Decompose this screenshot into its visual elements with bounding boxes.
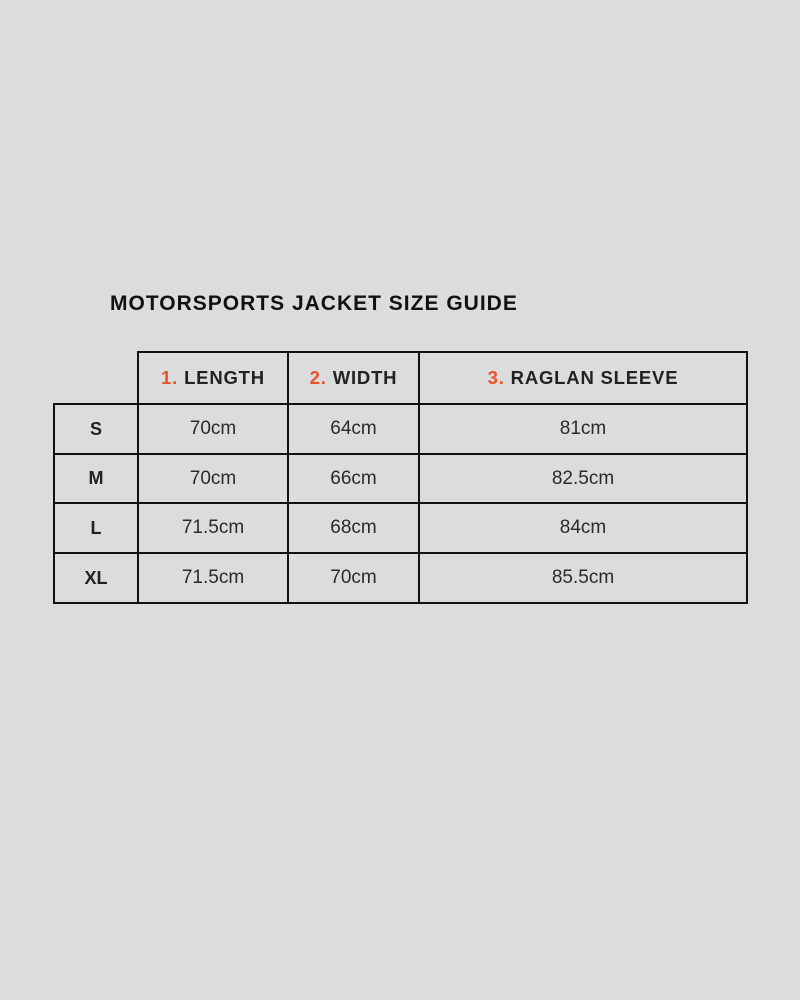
length-value: 71.5cm	[137, 502, 289, 554]
header-label: WIDTH	[332, 367, 398, 388]
header-number: 3.	[487, 367, 505, 388]
length-value: 70cm	[137, 453, 289, 504]
sleeve-value: 81cm	[418, 403, 748, 455]
sleeve-value: 82.5cm	[418, 453, 748, 504]
width-value: 66cm	[287, 453, 420, 504]
length-value: 71.5cm	[137, 552, 289, 604]
length-value: 70cm	[137, 403, 289, 455]
size-label: S	[53, 403, 139, 455]
sleeve-value: 84cm	[418, 502, 748, 554]
width-value: 68cm	[287, 502, 420, 554]
header-raglan-sleeve	[418, 351, 748, 405]
header-number: 2.	[309, 367, 327, 388]
size-label: L	[53, 502, 139, 554]
header-label: LENGTH	[184, 367, 265, 388]
header-width	[287, 351, 420, 405]
header-label: RAGLAN SLEEVE	[510, 367, 679, 388]
size-label: M	[53, 453, 139, 504]
width-value: 70cm	[287, 552, 420, 604]
header-number: 1.	[161, 367, 179, 388]
header-length	[137, 351, 289, 405]
width-value: 64cm	[287, 403, 420, 455]
size-label: XL	[53, 552, 139, 604]
sleeve-value: 85.5cm	[418, 552, 748, 604]
page-title: MOTORSPORTS JACKET SIZE GUIDE	[110, 292, 518, 315]
